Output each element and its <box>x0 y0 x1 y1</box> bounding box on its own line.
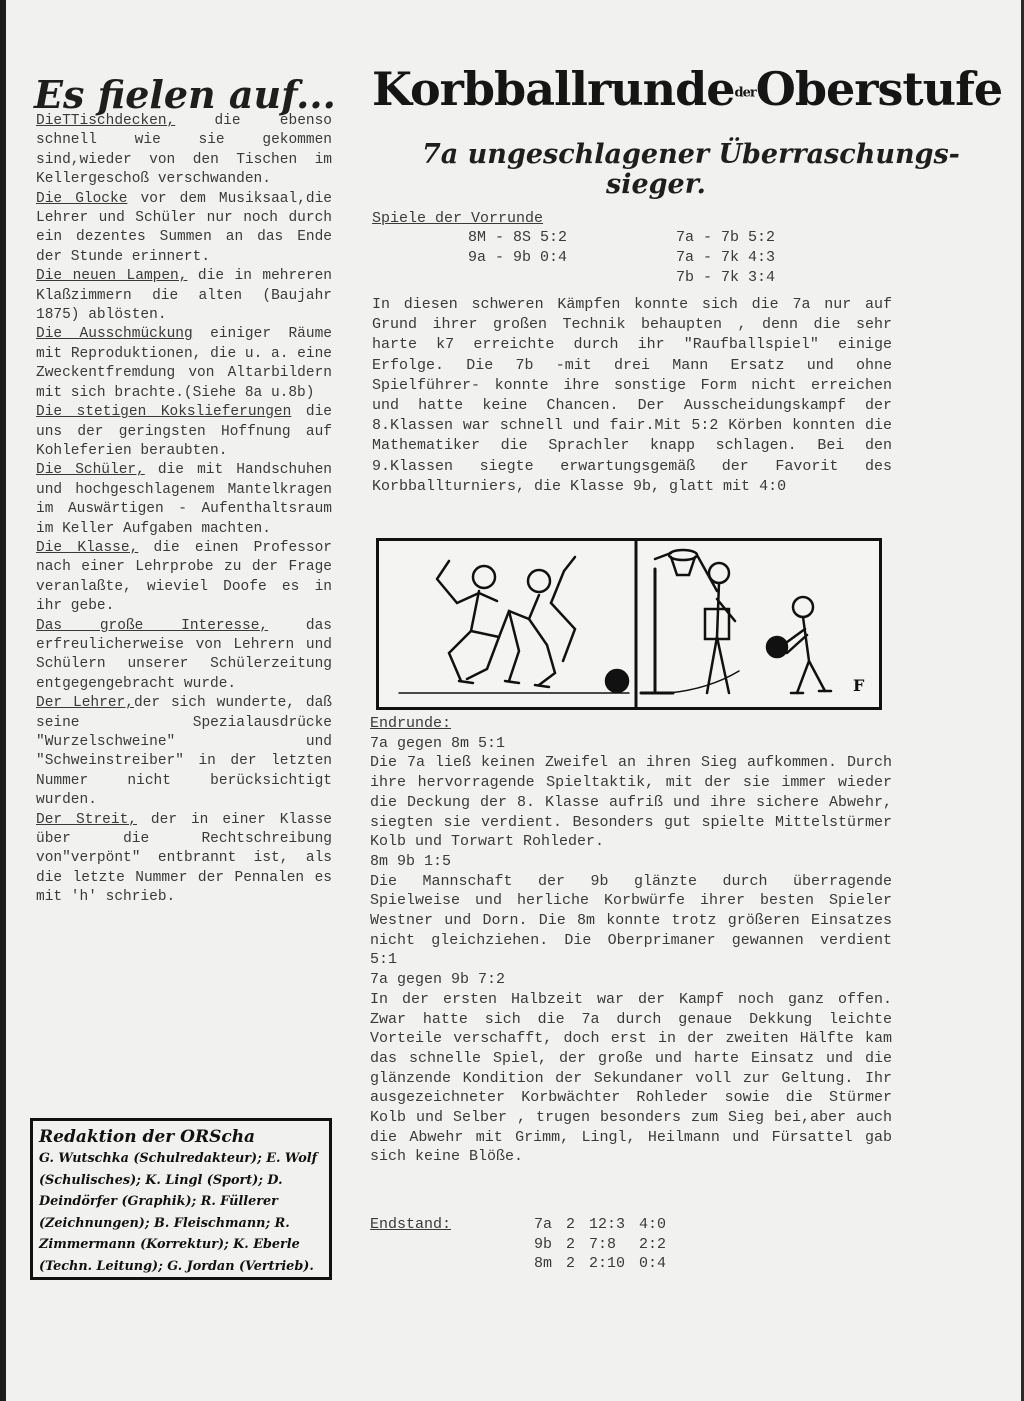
article-title: KorbballrundederOberstufe <box>372 62 1003 116</box>
list-item: Die Glocke vor dem Musiksaal,die Lehrer und Schüler nur noch durch ein dezentes Summen an das Ende der Stunde erinnert. <box>36 190 332 265</box>
scan-left-edge <box>0 0 6 1401</box>
table-row: 8m 2 2:10 0:4 <box>534 1255 667 1272</box>
endstand-table <box>370 1215 680 1274</box>
endstand-label: Endstand: <box>370 1216 452 1233</box>
list-item: Die neuen Lampen, die in mehreren Klaßzimmern die alten (Baujahr 1875) ablösten. <box>36 268 332 324</box>
match-title: 7a gegen 8m 5:1 <box>370 734 506 752</box>
list-item: Die stetigen Kokslieferungen die uns der geringsten Hoffnung auf Kohleferien beraubten. <box>36 404 332 459</box>
list-item: Die Klasse, die einen Professor nach einer Lehrprobe zu der Frage veranlaßte, wieviel Doofe es in ihr gebe. <box>36 539 332 615</box>
left-column-list <box>36 112 332 908</box>
left-column-title: Es fielen auf... <box>34 72 336 117</box>
match-title: 8m 9b 1:5 <box>370 852 452 870</box>
match-report: Die Mannschaft der 9b glänzte durch überragende Spielweise und herliche Korbwürfe ihrer besten Spieler Westner und Dorn. Die 8m konnte trotz größeren Einsatzes nicht gleichziehen. Die Oberprimaner gewannen verdient 5:1 <box>370 872 892 969</box>
list-item: Der Streit, der in einer Klasse über die Rechtschreibung von"verpönt" entbrannt ist, als die letzte Nummer der Pennalen es mit 'h' schrieb. <box>36 811 332 906</box>
article-intro-text: In diesen schweren Kämpfen konnte sich die 7a nur auf Grund ihrer großen Technik behaupten , denn die sehr harte k7 erreichte durch ihr "Raufballspiel" einige Erfolge. Die 7b -mit drei Mann Ersatz und ohne Spielführer- konnte ihre sonstige Form nicht erreichen und hatte keine Chancen. Der Ausscheidungskampf der 8.Klassen war schnell und fair.Mit 5:2 Körben konnten die Mathematiker die Sprachler knapp schlagen. Bei den 9.Klassen siegte erwartungsgemäß der Favorit des Korbballturniers, die Klasse 9b, glatt mit 4:0 <box>372 296 892 495</box>
list-item: DieTTischdecken, die ebenso schnell wie sie gekommen sind,wieder von den Tischen im Kellergeschoß verschwanden. <box>36 113 332 188</box>
result-row: 9a - 9b 0:4 <box>468 249 568 266</box>
vorrunde-results-right <box>676 228 775 288</box>
table-row: Endstand: 7a 2 12:3 4:0 <box>370 1216 667 1233</box>
result-row: 7a - 7k 4:3 <box>676 249 776 266</box>
illustration-signature: F <box>853 676 865 695</box>
list-item: Der Lehrer,der sich wunderte, daß seine Spezialausdrücke "Wurzelschweine" und "Schweinstreiber" in der letzten Nummer nicht berücksichtigt wurden. <box>36 695 333 809</box>
vorrunde-heading: Spiele der Vorrunde <box>372 210 544 227</box>
list-item: Die Ausschmückung einiger Räume mit Reproduktionen, die u. a. eine Zweckentfremdung von Altarbildern mit sich brachte.(Siehe 8a u.8b) <box>36 326 332 401</box>
redaktion-title: Redaktion der ORScha <box>39 1127 256 1147</box>
endrunde-heading: Endrunde: <box>370 715 452 732</box>
match-report: In der ersten Halbzeit war der Kampf noch ganz offen. Zwar hatte sich die 7a durch genaue Dekkung leichte Vorteile verschafft, doch erst in der zweiten Hälfte kam das schnelle Spiel, der große und harte Einsatz und die glänzende Kondition der Sekundaner voll zur Geltung. Ihr ausgezeichneter Korbwächter Rohleder sowie die Stürmer Kolb und Selber , trugen besonders zum Sieg bei,aber auch die Abwehr mit Grimm, Lingl, Heilmann und Fürsattel gab sich keine Blöße. <box>370 990 892 1166</box>
endrunde-section <box>370 714 892 1167</box>
list-item: Das große Interesse, das erfreulicherweise von Lehrern und Schülern unserer Schülerzeitung entgegengebracht wurde. <box>36 617 332 692</box>
list-item: Die Schüler, die mit Handschuhen und hochgeschlagenem Mantelkragen im Auswärtigen - Aufenthaltsraum im Keller Aufgaben machten. <box>36 462 333 537</box>
result-row: 7b - 7k 3:4 <box>676 269 776 286</box>
article-subtitle: 7a ungeschlagener Überraschungs- sieger. <box>422 139 960 200</box>
illustration-drawing <box>379 541 879 707</box>
result-row: 8M - 8S 5:2 <box>468 229 568 246</box>
basketball-illustration <box>376 538 882 710</box>
table-row: 9b 2 7:8 2:2 <box>534 1235 667 1253</box>
result-row: 7a - 7b 5:2 <box>676 229 776 246</box>
redaktion-staff: G. Wutschka (Schulredakteur); E. Wolf (Schulisches); K. Lingl (Sport); D. Deindörfer (Graphik); R. Füllerer (Zeichnungen); B. Fleischmann; R. Zimmermann (Korrektur); K. Eberle (Techn. Leitung); G. Jordan (Vertrieb). <box>39 1151 318 1274</box>
match-title: 7a gegen 9b 7:2 <box>370 971 506 989</box>
vorrunde-results-left <box>468 228 567 268</box>
match-report: Die 7a ließ keinen Zweifel an ihren Sieg aufkommen. Durch ihre hervorragende Spieltaktik, mit der sie immer wieder die Deckung der 8. Klasse aufriß und ihre sichere Abwehr, siegten sie verdient. Besonders gut spielte Mittelstürmer Kolb und Torwart Rohleder. <box>370 754 892 851</box>
redaktion-box <box>30 1118 332 1280</box>
